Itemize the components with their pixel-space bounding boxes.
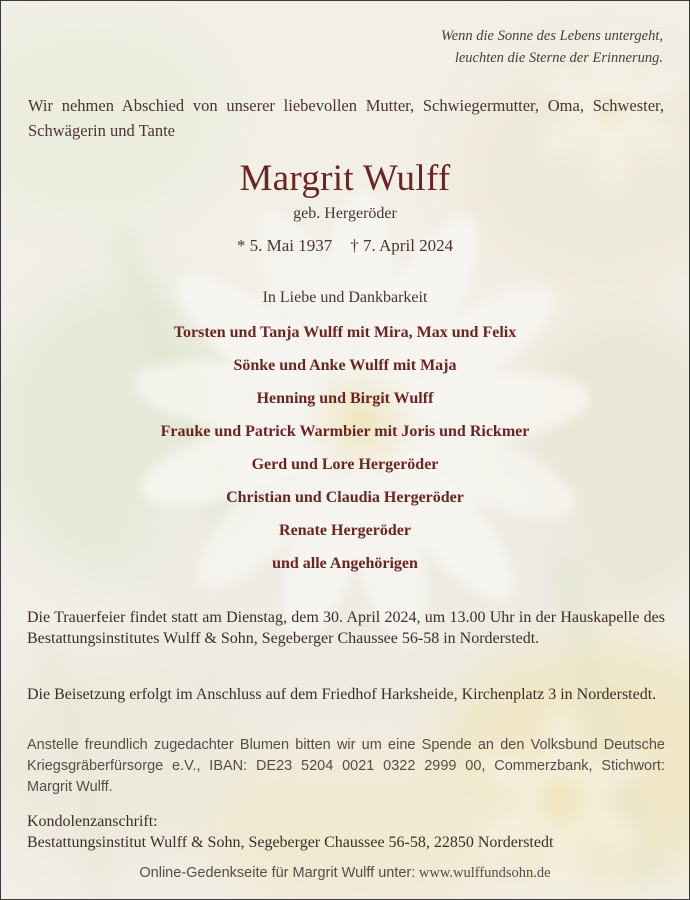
- condolence-address: Bestattungsinstitut Wulff & Sohn, Segeberger Chaussee 56-58, 22850 Norderstedt: [27, 834, 554, 851]
- condolence-label: Kondolenzanschrift:: [27, 813, 158, 830]
- mourner-entry: Gerd und Lore Hergeröder: [251, 456, 439, 473]
- mourner-entry: Henning und Birgit Wulff: [256, 390, 434, 407]
- death-date: † 7. April 2024: [350, 236, 454, 255]
- funeral-service-info: Die Trauerfeier findet statt am Dienstag, dem 30. April 2024, um 13.00 Uhr in der Hauskapelle des Bestattungsinstitutes Wulff & Sohn, Segeberger Chaussee 56-58 in Norderstedt.: [27, 609, 665, 647]
- epigraph-line-2: leuchten die Sterne der Erinnerung.: [454, 50, 663, 66]
- mourner-entry: Torsten und Tanja Wulff mit Mira, Max und Felix: [173, 324, 517, 341]
- epigraph-quote: [441, 25, 663, 69]
- life-dates: [1, 234, 689, 258]
- memorial-page-footer: [1, 863, 689, 883]
- mourner-entry: Christian und Claudia Hergeröder: [226, 489, 464, 506]
- mourner-entry: Sönke und Anke Wulff mit Maja: [233, 357, 457, 374]
- dedication-line: In Liebe und Dankbarkeit: [262, 289, 428, 306]
- epigraph-line-1: Wenn die Sonne des Lebens untergeht,: [440, 28, 663, 44]
- condolence-address-block: [27, 811, 665, 853]
- deceased-birth-name: geb. Hergeröder: [293, 205, 397, 222]
- mourners-list: [1, 322, 689, 586]
- memorial-page-label: Online-Gedenkseite für Margrit Wulff unter:: [139, 865, 416, 881]
- mourner-entry: Frauke und Patrick Warmbier mit Joris und Rickmer: [160, 423, 530, 440]
- mourner-entry: Renate Hergeröder: [279, 522, 411, 539]
- burial-info: Die Beisetzung erfolgt im Anschluss auf dem Friedhof Harksheide, Kirchenplatz 3 in Norderstedt.: [27, 686, 657, 703]
- mourner-entry: und alle Angehörigen: [272, 555, 418, 572]
- memorial-page-url[interactable]: www.wulffundsohn.de: [418, 865, 551, 881]
- deceased-name: Margrit Wulff: [239, 158, 451, 199]
- birth-date: * 5. Mai 1937: [236, 236, 333, 255]
- farewell-intro-text: Wir nehmen Abschied von unserer liebevollen Mutter, Schwiegermutter, Oma, Schwester, Schwägerin und Tante: [28, 96, 664, 140]
- donation-request: Anstelle freundlich zugedachter Blumen bitten wir um eine Spende an den Volksbund Deutsche Kriegsgräberfürsorge e.V., IBAN: DE23 5204 0021 0322 2999 00, Commerzbank, Stichwort: Margrit Wulff.: [27, 737, 665, 795]
